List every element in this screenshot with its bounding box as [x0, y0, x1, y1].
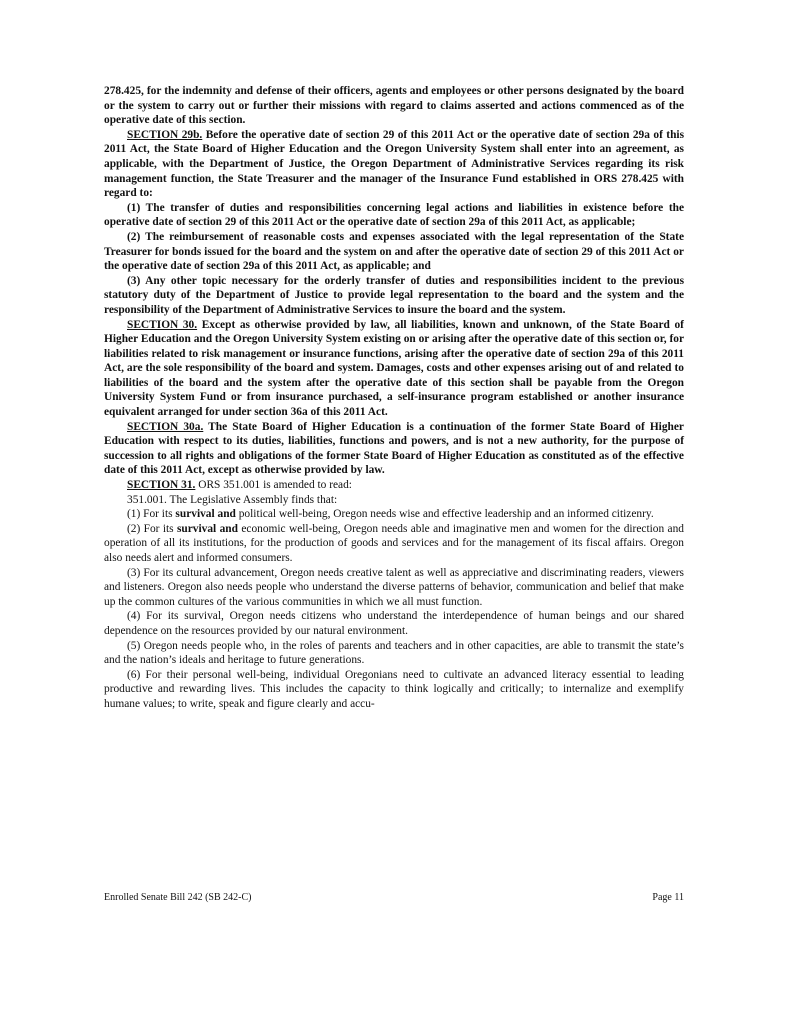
section-29b-item-3: (3) Any other topic necessary for the orderly transfer of duties and responsibilities incident to the previous statutory duty of the Department of Justice to provide legal representation to the board and the system and the responsibility of the Department of Administrative Services to insure the board and the system. — [104, 274, 684, 316]
finding-1-rest: political well-being, Oregon needs wise and effective leadership and an informed citizenry. — [235, 508, 654, 521]
footer-page-number: Page 11 — [652, 892, 684, 903]
section-29b-item-2: (2) The reimbursement of reasonable costs and expenses associated with the legal representation of the State Treasurer for bonds issued for the board and the system on and after the operative date of section 29 of this 2011 Act or the operative date of section 29a of this 2011 Act, as applicable; and — [104, 230, 684, 273]
footer-bill-name: Enrolled Senate Bill 242 (SB 242-C) — [104, 892, 252, 903]
finding-6: (6) For their personal well-being, individual Oregonians need to cultivate an advanced literacy essential to leading productive and rewarding lives. This includes the capacity to think logically and critically; to internalize and exemplify humane values; to write, speak and figure clearly and accu- — [104, 668, 684, 710]
section-29b-text: Before the operative date of section 29 of this 2011 Act or the operative date of section 29a of this 2011 Act, the State Board of Higher Education and the Oregon University System shall enter into an agreement, as applicable, with the Department of Justice, the Oregon Department of Administrative Services regarding its risk management function, the State Treasurer and the manager of the Insurance Fund established in ORS 278.425 with regard to: — [104, 128, 685, 200]
finding-4: (4) For its survival, Oregon needs citizens who understand the interdependence of human beings and our shared dependence on the resources provided by our natural environment. — [104, 610, 684, 637]
paragraph-continuation: 278.425, for the indemnity and defense of their officers, agents and employees or other persons designated by the board or the system to carry out or further their missions with regard to claims asserted and actions commenced as of the operative date of this section. — [104, 85, 684, 127]
section-30-heading: SECTION 30. — [127, 318, 198, 331]
section-30a — [104, 420, 684, 478]
document-page — [104, 84, 684, 712]
section-30-text: Except as otherwise provided by law, all liabilities, known and unknown, of the State Board of Higher Education and the Oregon University System existing on or arising after the operative date of this section or, for liabilities related to risk management or insurance functions, arising after the operative date of section 29a of this 2011 Act, are the sole responsibility of the board and system. Damages, costs and other expenses arising out of and related to liabilities of the board and the system after the operative date of this section shall be payable from the Oregon University System Fund or from insurance purchased, a self-insurance program established or another insurance equivalent arranged for under section 36a of this 2011 Act. — [104, 318, 684, 419]
section-30a-heading: SECTION 30a. — [127, 420, 204, 433]
page-footer — [104, 892, 684, 903]
statute-intro: 351.001. The Legislative Assembly finds that: — [127, 493, 338, 506]
finding-2 — [104, 522, 684, 566]
finding-3: (3) For its cultural advancement, Oregon needs creative talent as well as appreciative and discriminating readers, viewers and listeners. Oregon also needs people who understand the diverse patterns of behavior, communication and belief that make up the common cultures of the various communities in which we all must function. — [104, 566, 684, 608]
section-30a-text: The State Board of Higher Education is a continuation of the former State Board of Higher Education with respect to its duties, liabilities, functions and powers, and is not a new authority, for the purpose of succession to all rights and obligations of the former State Board of Higher Education as constituted as of the effective date of this 2011 Act, except as otherwise provided by law. — [104, 420, 684, 477]
section-31-heading: SECTION 31. — [127, 479, 196, 492]
finding-2-amendment: survival and — [176, 522, 238, 535]
finding-5: (5) Oregon needs people who, in the roles of parents and teachers and in other capacities, are able to transmit the state’s and the nation’s ideals and heritage to future generations. — [104, 639, 684, 667]
section-30 — [104, 318, 684, 420]
finding-2-lead: (2) For its — [127, 522, 177, 535]
finding-2-rest: economic well-being, Oregon needs able and imaginative men and women for the direction and operation of all its institutions, for the production of goods and services and for the management of its fiscal affairs. Oregon also needs alert and informed consumers. — [104, 522, 684, 564]
section-31-text: ORS 351.001 is amended to read: — [195, 479, 352, 492]
bill-text — [104, 84, 684, 712]
section-29b — [104, 128, 684, 201]
finding-1-amendment: survival and — [175, 508, 236, 521]
finding-1 — [104, 507, 684, 522]
section-29b-heading: SECTION 29b. — [127, 128, 203, 141]
section-31 — [104, 478, 684, 493]
finding-1-lead: (1) For its — [127, 508, 176, 521]
section-29b-item-1: (1) The transfer of duties and responsibilities concerning legal actions and liabilities in existence before the operative date of section 29 of this 2011 Act or the operative date of section 29a of this 2011 Act, as applicable; — [104, 201, 684, 229]
